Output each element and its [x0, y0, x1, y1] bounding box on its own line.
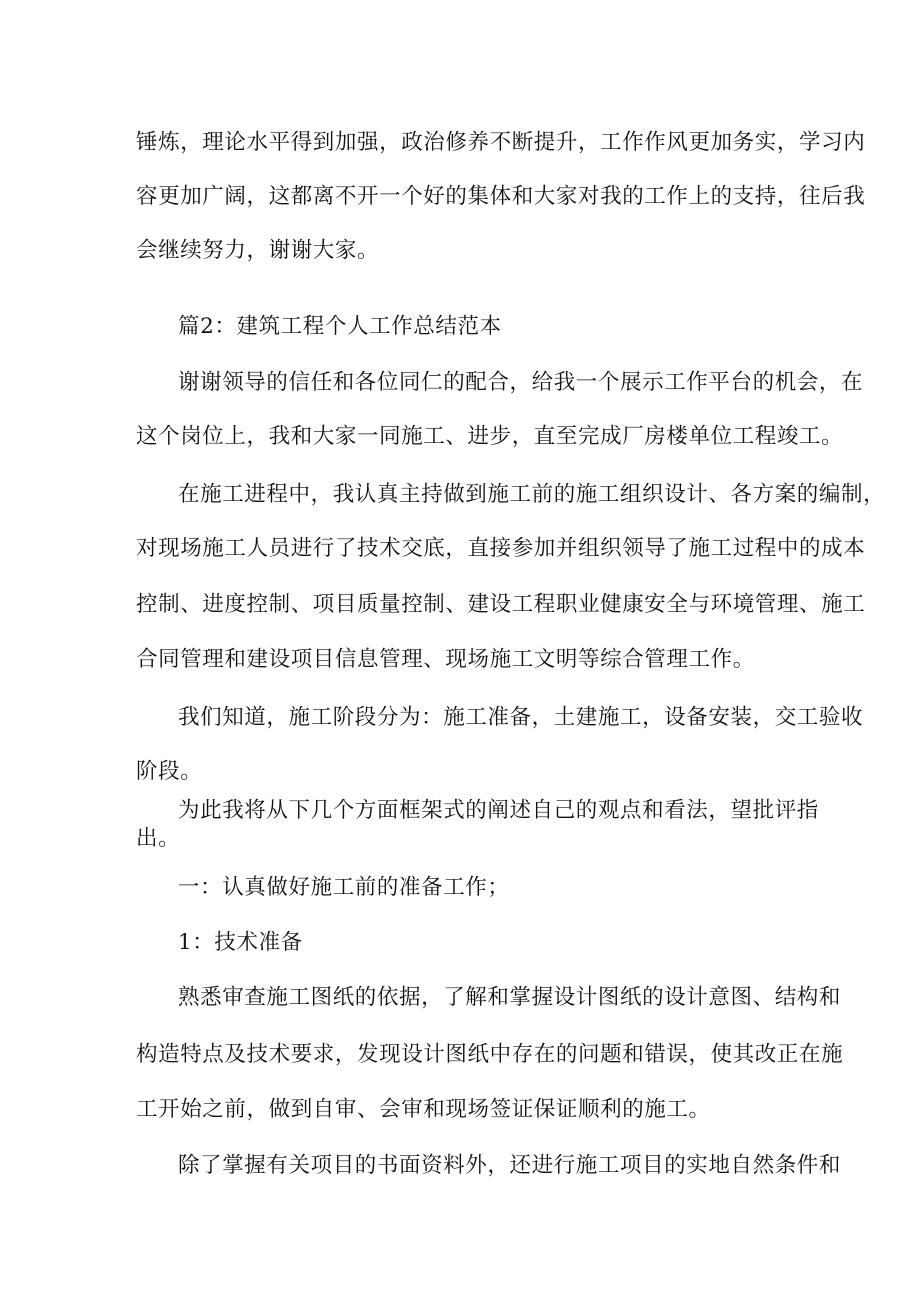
- paragraph-line: 合同管理和建设项目信息管理、现场施工文明等综合管理工作。: [136, 647, 755, 672]
- paragraph-line: 容更加广阔，这都离不开一个好的集体和大家对我的工作上的支持，往后我: [136, 184, 866, 209]
- paragraph-line: 出。: [136, 826, 181, 851]
- section-heading: 篇2：建筑工程个人工作总结范本: [178, 314, 502, 339]
- paragraph-line: 控制、进度控制、项目质量控制、建设工程职业健康安全与环境管理、施工: [136, 592, 866, 617]
- paragraph-line: 谢谢领导的信任和各位同仁的配合，给我一个展示工作平台的机会，在: [178, 370, 864, 395]
- paragraph-line: 工开始之前，做到自审、会审和现场签证保证顺利的施工。: [136, 1097, 711, 1122]
- paragraph-line: 为此我将从下几个方面框架式的阐述自己的观点和看法，望批评指: [178, 798, 819, 823]
- paragraph-line: 锤炼，理论水平得到加强，政治修养不断提升，工作作风更加务实，学习内: [136, 130, 866, 155]
- paragraph-line: 阶段。: [136, 759, 203, 784]
- paragraph-line: 熟悉审查施工图纸的依据，了解和掌握设计图纸的设计意图、结构和: [178, 985, 842, 1010]
- paragraph-line: 会继续努力，谢谢大家。: [136, 238, 380, 263]
- paragraph-line: 构造特点及技术要求，发现设计图纸中存在的问题和错误，使其改正在施: [136, 1042, 844, 1067]
- paragraph-line: 除了掌握有关项目的书面资料外，还进行施工项目的实地自然条件和: [178, 1153, 842, 1178]
- subsection-heading: 一：认真做好施工前的准备工作；: [178, 875, 510, 900]
- paragraph-line: 在施工进程中，我认真主持做到施工前的施工组织设计、各方案的编制，: [178, 482, 886, 507]
- paragraph-line: 我们知道，施工阶段分为：施工准备，土建施工，设备安装，交工验收: [178, 705, 864, 730]
- subsection-heading: 1：技术准备: [178, 930, 303, 955]
- paragraph-line: 这个岗位上，我和大家一同施工、进步，直至完成厂房楼单位工程竣工。: [136, 424, 844, 449]
- paragraph-line: 对现场施工人员进行了技术交底，直接参加并组织领导了施工过程中的成本: [136, 536, 866, 561]
